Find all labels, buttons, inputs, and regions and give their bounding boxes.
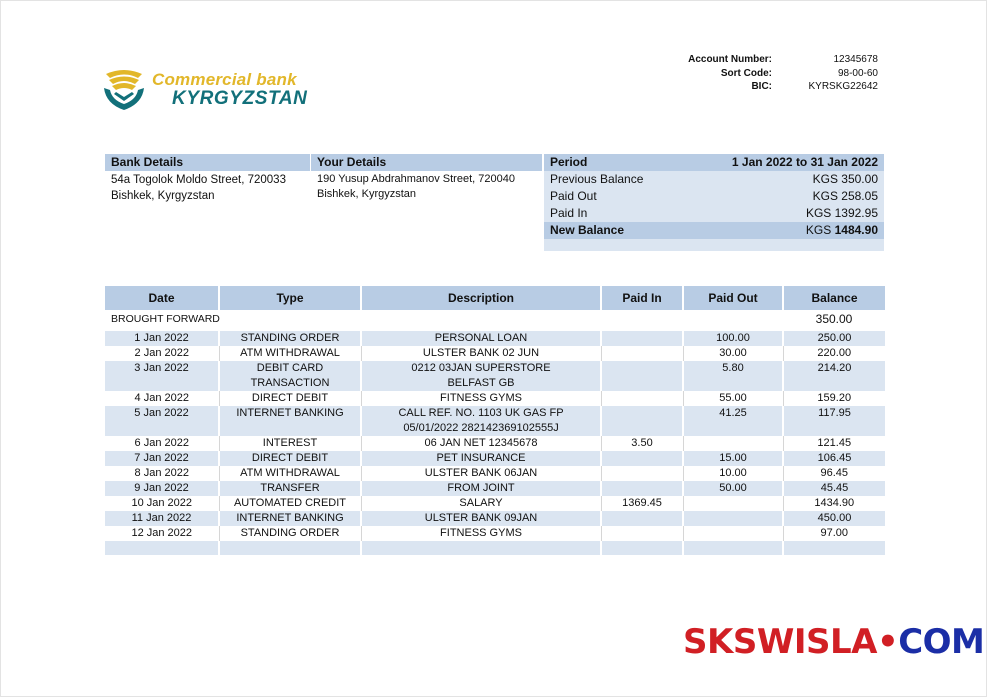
previous-balance-label: Previous Balance [550,172,644,186]
previous-balance-value: KGS 350.00 [812,172,878,186]
cell-balance: 220.00 [783,346,885,361]
watermark-text [683,622,984,662]
cell-description: PET INSURANCE [361,451,601,466]
cell-date: 10 Jan 2022 [105,496,219,511]
customer-address-line1: 190 Yusup Abdrahmanov Street, 720040 [317,173,515,185]
period-label: Period [550,155,588,169]
cell-date: 3 Jan 2022 [105,361,219,391]
table-row [105,496,885,511]
cell-paid-out: 55.00 [683,391,783,406]
brought-forward-label: BROUGHT FORWARD [105,310,783,328]
watermark-part2: COM [898,622,985,662]
cell-type: ATM WITHDRAWAL [219,466,361,481]
cell-paid-in [601,361,683,391]
cell-paid-out [683,496,783,511]
cell-date: 9 Jan 2022 [105,481,219,496]
column-header-paid-out: Paid Out [683,286,783,310]
cell-paid-in [601,406,683,436]
cell-balance: 450.00 [783,511,885,526]
cell-balance: 214.20 [783,361,885,391]
table-row [105,526,885,541]
table-row [105,466,885,481]
cell-description: SALARY [361,496,601,511]
your-details-address [311,172,542,202]
cell-paid-in: 3.50 [601,436,683,451]
new-balance-row [544,222,884,239]
cell-paid-out: 15.00 [683,451,783,466]
period-row [544,154,884,171]
cell-paid-in [601,331,683,346]
brought-forward-balance: 350.00 [783,310,885,328]
cell-paid-in [601,526,683,541]
bic-value: KYRSKG22642 [808,81,878,92]
cell-type: TRANSFER [219,481,361,496]
your-details-heading: Your Details [311,154,542,171]
table-footer-row [105,541,885,555]
bank-emblem-icon [102,68,146,112]
cell-balance: 1434.90 [783,496,885,511]
paid-in-label: Paid In [550,206,588,220]
cell-date: 6 Jan 2022 [105,436,219,451]
table-row [105,361,885,391]
watermark-dot: • [876,622,899,662]
paid-in-row [544,205,884,222]
cell-paid-out: 10.00 [683,466,783,481]
cell-paid-out: 41.25 [683,406,783,436]
bic-label: BIC: [751,81,772,92]
cell-date: 8 Jan 2022 [105,466,219,481]
cell-date: 7 Jan 2022 [105,451,219,466]
bank-logo [102,68,312,112]
column-header-type: Type [219,286,361,310]
cell-balance: 96.45 [783,466,885,481]
column-header-description: Description [361,286,601,310]
table-row [105,331,885,346]
cell-paid-out [683,526,783,541]
sort-code-label: Sort Code: [720,67,772,79]
footer-cell [683,541,783,555]
cell-balance: 250.00 [783,331,885,346]
table-header-row [105,286,885,310]
cell-type: AUTOMATED CREDIT [219,496,361,511]
bank-details-address [105,172,310,204]
cell-paid-out: 5.80 [683,361,783,391]
table-row [105,481,885,496]
cell-description: ULSTER BANK 09JAN [361,511,601,526]
cell-description: 06 JAN NET 12345678 [361,436,601,451]
new-balance-currency: KGS [805,223,835,237]
logo-text-line2: KYRGYZSTAN [172,88,308,109]
cell-description: ULSTER BANK 06JAN [361,466,601,481]
cell-paid-out [683,511,783,526]
footer-cell [219,541,361,555]
table-row [105,511,885,526]
cell-type: DEBIT CARD TRANSACTION [219,361,361,391]
cell-type: DIRECT DEBIT [219,391,361,406]
new-balance-amount: 1484.90 [834,223,878,237]
new-balance-value [806,222,878,239]
previous-balance-row [544,171,884,188]
cell-description: PERSONAL LOAN [361,331,601,346]
transactions-table [105,286,885,555]
period-range: 1 Jan 2022 to 31 Jan 2022 [731,155,878,169]
cell-balance: 159.20 [783,391,885,406]
account-info-values [780,53,878,94]
cell-description: CALL REF. NO. 1103 UK GAS FP 05/01/2022 282142369102555J [361,406,601,436]
bank-address-line2: Bishkek, Kyrgyzstan [111,190,215,202]
cell-date: 5 Jan 2022 [105,406,219,436]
table-row [105,346,885,361]
cell-paid-in [601,346,683,361]
cell-paid-in [601,391,683,406]
cell-description: FITNESS GYMS [361,391,601,406]
account-number-label: Account Number: [688,54,772,65]
cell-balance: 106.45 [783,451,885,466]
cell-description: 0212 03JAN SUPERSTORE BELFAST GB [361,361,601,391]
table-row [105,391,885,406]
cell-type: INTEREST [219,436,361,451]
paid-in-value: KGS 1392.95 [805,206,878,220]
paid-out-label: Paid Out [550,189,597,203]
cell-paid-in: 1369.45 [601,496,683,511]
footer-cell [601,541,683,555]
cell-description: FITNESS GYMS [361,526,601,541]
cell-date: 4 Jan 2022 [105,391,219,406]
cell-balance: 97.00 [783,526,885,541]
cell-paid-out [683,436,783,451]
brought-forward-row [105,310,885,328]
logo-text-line1: Commercial bank [152,70,297,89]
cell-balance: 117.95 [783,406,885,436]
new-balance-label: New Balance [550,223,625,237]
column-header-date: Date [105,286,219,310]
period-summary-footer [544,239,884,251]
cell-type: DIRECT DEBIT [219,451,361,466]
account-info-labels [640,53,772,94]
cell-paid-out: 50.00 [683,481,783,496]
bank-address-line1: 54a Togolok Moldo Street, 720033 [111,174,286,186]
cell-type: INTERNET BANKING [219,406,361,436]
customer-address-line2: Bishkek, Kyrgyzstan [317,188,417,200]
table-row [105,406,885,436]
cell-date: 11 Jan 2022 [105,511,219,526]
cell-description: FROM JOINT [361,481,601,496]
cell-type: ATM WITHDRAWAL [219,346,361,361]
cell-paid-out: 30.00 [683,346,783,361]
cell-balance: 121.45 [783,436,885,451]
paid-out-value: KGS 258.05 [812,189,878,203]
cell-type: STANDING ORDER [219,331,361,346]
cell-type: STANDING ORDER [219,526,361,541]
bank-details-heading: Bank Details [105,154,310,171]
cell-paid-in [601,511,683,526]
watermark-part1: SKSWISLA [683,622,877,662]
cell-paid-in [601,451,683,466]
cell-date: 1 Jan 2022 [105,331,219,346]
cell-date: 12 Jan 2022 [105,526,219,541]
cell-description: ULSTER BANK 02 JUN [361,346,601,361]
sort-code-value: 98-00-60 [837,67,878,79]
table-row [105,451,885,466]
cell-paid-in [601,481,683,496]
cell-paid-out: 100.00 [683,331,783,346]
footer-cell [783,541,885,555]
cell-balance: 45.45 [783,481,885,496]
cell-date: 2 Jan 2022 [105,346,219,361]
cell-paid-in [601,466,683,481]
column-header-paid-in: Paid In [601,286,683,310]
column-header-balance: Balance [783,286,885,310]
period-summary [544,154,884,251]
table-row [105,436,885,451]
account-number-value: 12345678 [833,54,878,65]
cell-type: INTERNET BANKING [219,511,361,526]
footer-cell [361,541,601,555]
footer-cell [105,541,219,555]
paid-out-row [544,188,884,205]
